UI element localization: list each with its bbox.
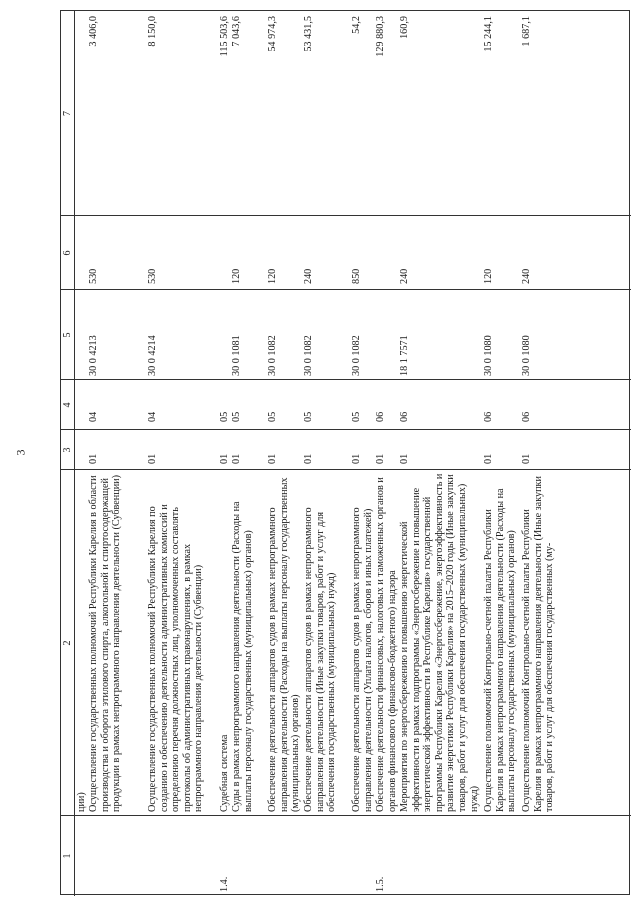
header-col-5: 5 bbox=[61, 290, 75, 380]
row-section: 01 bbox=[267, 453, 278, 464]
row-amount: 160,9 bbox=[399, 16, 410, 39]
row-target-code: 30 0 4214 bbox=[147, 335, 158, 376]
row-amount: 3 406,0 bbox=[88, 16, 99, 47]
row-amount: 53 431,5 bbox=[303, 16, 314, 52]
row-description: ции) bbox=[76, 792, 87, 812]
row-expense-type: 240 bbox=[303, 268, 314, 284]
row-expense-type: 240 bbox=[399, 268, 410, 284]
row-expense-type: 530 bbox=[88, 268, 99, 284]
row-target-code: 30 0 1082 bbox=[267, 335, 278, 376]
rotated-table-canvas bbox=[61, 11, 631, 896]
header-col-1: 1 bbox=[61, 816, 75, 896]
row-section: 01 bbox=[521, 453, 532, 464]
row-subsection: 05 bbox=[351, 411, 362, 422]
row-subsection: 05 bbox=[231, 411, 242, 422]
row-amount: 54,2 bbox=[351, 16, 362, 34]
header-col-3: 3 bbox=[61, 430, 75, 470]
row-section: 01 bbox=[375, 453, 386, 464]
row-expense-type: 240 bbox=[521, 268, 532, 284]
row-expense-type: 120 bbox=[267, 268, 278, 284]
row-expense-type: 120 bbox=[483, 268, 494, 284]
row-target-code: 18 1 7571 bbox=[399, 335, 410, 376]
column-divider bbox=[61, 815, 631, 816]
row-description: Обеспечение деятельности финансовых, налоговых и таможенных органов и органов финансового (финансово-бюджетного) надзора bbox=[375, 477, 398, 812]
row-section: 01 bbox=[219, 453, 230, 464]
header-col-2: 2 bbox=[61, 470, 75, 816]
row-subsection: 06 bbox=[399, 411, 410, 422]
row-amount: 129 880,3 bbox=[375, 16, 386, 57]
row-subsection: 05 bbox=[219, 411, 230, 422]
row-target-code: 30 0 1080 bbox=[521, 335, 532, 376]
header-col-7: 7 bbox=[61, 11, 75, 216]
row-subsection: 04 bbox=[147, 411, 158, 422]
header-col-6: 6 bbox=[61, 216, 75, 290]
row-description: Обеспечение деятельности аппаратов судов в рамках непрограммного направления деятельности (Расходы на выплаты персоналу государственных (муниципальных) органов) bbox=[267, 477, 302, 812]
row-description: Осуществление государственных полномочий Республики Карелия по созданию и обеспечению деятельности административных комиссий и определению перечня должностных лиц, уполномоченных составлять протоколы об административных правонарушениях, в рамках непрограммного направления деятельности (Субвенции) bbox=[147, 504, 205, 812]
budget-table bbox=[60, 10, 630, 895]
row-section: 01 bbox=[303, 453, 314, 464]
row-description: Судебная система bbox=[219, 734, 230, 812]
row-subsection: 06 bbox=[483, 411, 494, 422]
row-amount: 115 503,6 bbox=[219, 16, 230, 57]
row-subsection: 05 bbox=[267, 411, 278, 422]
row-amount: 7 043,6 bbox=[231, 16, 242, 47]
page-number: 3 bbox=[13, 449, 28, 456]
row-section: 01 bbox=[147, 453, 158, 464]
row-amount: 15 244,1 bbox=[483, 16, 494, 52]
row-section: 01 bbox=[231, 453, 242, 464]
row-description: Мероприятия по энергосбережению и повышению энергетической эффективности в рамках подпрограммы «Энергосбережение и повышение энергетической эффективности в Республике Карелия» государственной программы Республики Карелия «Энергосбережение, энергоэффективность и развитие энергетики Республики Карелия» на 2015–2020 годы (Иные закупки товаров, работ и услуг для обеспечения государственных (муниципальных) нужд) bbox=[399, 473, 480, 812]
row-subsection: 06 bbox=[521, 411, 532, 422]
row-description: Осуществление полномочий Контрольно-счетной палаты Республики Карелия в рамках непрограммного направления деятельности (Расходы на выплаты персоналу государственных (муниципальных) органов) bbox=[483, 488, 518, 812]
row-section: 01 bbox=[483, 453, 494, 464]
row-description: Осуществление государственных полномочий Республики Карелия в области производства и оборота этилового спирта, алкогольной и спиртосодержащей продукции в рамках непрограммного направления деятельности (Субвенции) bbox=[88, 474, 123, 812]
column-divider bbox=[61, 429, 631, 430]
row-subsection: 05 bbox=[303, 411, 314, 422]
row-number: 1.5. bbox=[375, 876, 386, 892]
row-target-code: 30 0 1082 bbox=[351, 335, 362, 376]
row-subsection: 04 bbox=[88, 411, 99, 422]
row-amount: 54 974,3 bbox=[267, 16, 278, 52]
row-section: 01 bbox=[351, 453, 362, 464]
row-target-code: 30 0 1081 bbox=[231, 335, 242, 376]
row-target-code: 30 0 1080 bbox=[483, 335, 494, 376]
row-number: 1.4. bbox=[219, 876, 230, 892]
row-description: Суды в рамках непрограммного направления деятельности (Расходы на выплаты персоналу государственных (муниципальных) органов) bbox=[231, 501, 254, 812]
column-divider bbox=[61, 289, 631, 290]
row-description: Обеспечение деятельности аппаратов судов в рамках непрограммного направления деятельности (Уплата налогов, сборов и иных платежей) bbox=[351, 507, 374, 812]
column-divider bbox=[61, 379, 631, 380]
row-amount: 1 687,1 bbox=[521, 16, 532, 47]
row-description: Обеспечение деятельности аппаратов судов в рамках непрограммного направления деятельности (Иные закупки товаров, работ и услуг для обеспечения государственных (муниципальных) нужд) bbox=[303, 507, 338, 812]
row-expense-type: 530 bbox=[147, 268, 158, 284]
row-section: 01 bbox=[88, 453, 99, 464]
row-target-code: 30 0 4213 bbox=[88, 335, 99, 376]
row-subsection: 06 bbox=[375, 411, 386, 422]
row-section: 01 bbox=[399, 453, 410, 464]
row-amount: 8 150,0 bbox=[147, 16, 158, 47]
row-target-code: 30 0 1082 bbox=[303, 335, 314, 376]
row-expense-type: 850 bbox=[351, 268, 362, 284]
column-divider bbox=[61, 215, 631, 216]
column-divider bbox=[61, 469, 631, 470]
header-col-4: 4 bbox=[61, 380, 75, 430]
row-expense-type: 120 bbox=[231, 268, 242, 284]
row-description: Осуществление полномочий Контрольно-счетной палаты Республики Карелия в рамках непрограммного направления деятельности (Иные закупки товаров, работ и услуг для обеспечения государственных (му- bbox=[521, 476, 556, 812]
